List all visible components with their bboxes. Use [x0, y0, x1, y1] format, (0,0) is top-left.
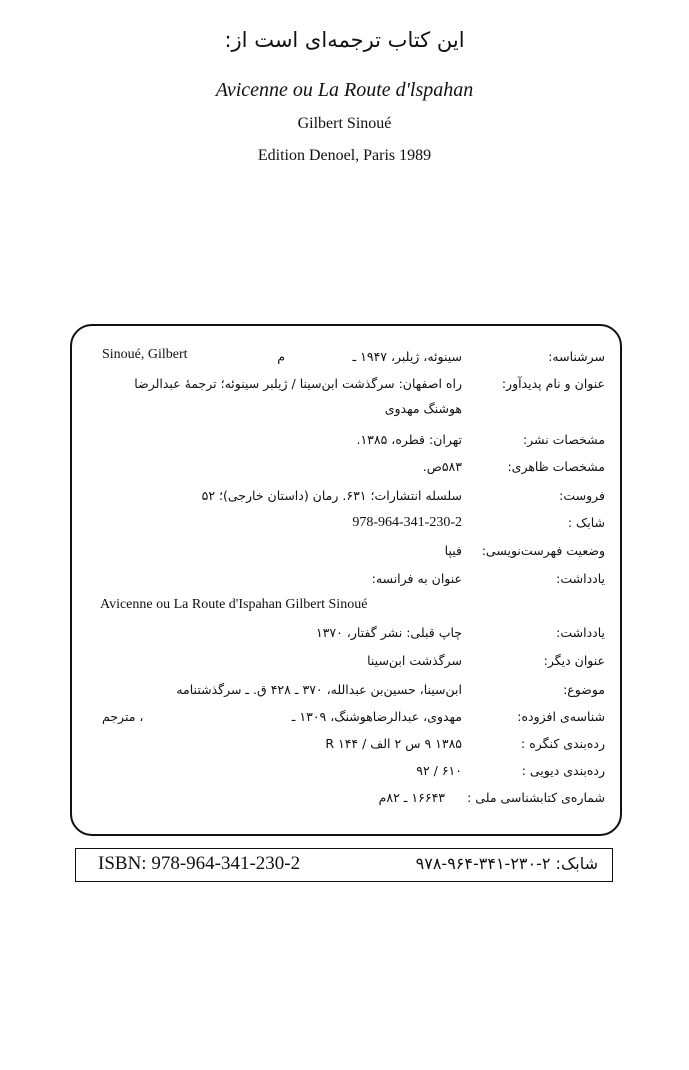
cip-row-french-title	[72, 597, 620, 621]
cip-value-latin: Avicenne ou La Route d'Ispahan Gilbert Sinoué	[100, 597, 368, 612]
cip-value: ۱۳۸۵ ۹ س ۲ الف / ۱۴۴ R	[325, 736, 462, 751]
cip-value: 978-964-341-230-2	[352, 515, 462, 530]
cip-row-national-bibliography-number	[72, 790, 620, 814]
original-edition: Edition Denoel, Paris 1989	[257, 147, 432, 164]
cip-row-main-entry	[72, 349, 620, 373]
cip-label: سرشناسه:	[548, 349, 605, 364]
cip-label: موضوع:	[563, 682, 605, 697]
cip-value: سرگذشت ابن‌سینا	[367, 653, 462, 668]
translation-note: این کتاب ترجمه‌ای است از:	[224, 28, 465, 52]
cip-value: چاپ قبلی: نشر گفتار، ۱۳۷۰	[315, 625, 462, 640]
cip-label: مشخصات نشر:	[522, 432, 605, 447]
cip-value-latin: Sinoué, Gilbert	[102, 347, 188, 362]
original-title: Avicenne ou La Route d'lspahan	[215, 79, 474, 101]
cip-value-suffix: ، مترجم	[102, 709, 144, 724]
cip-value: ۵۸۳ص.	[422, 459, 462, 474]
cip-row-note-french-title	[72, 571, 620, 595]
cip-row-note-previous-edition	[72, 625, 620, 649]
cip-row-isbn	[72, 515, 620, 539]
cip-row-other-title	[72, 653, 620, 677]
cip-value: ابن‌سینا، حسین‌بن عبدالله، ۳۷۰ ـ ۴۲۸ ق. ـ سرگذشتنامه	[176, 682, 462, 697]
cip-value: فیپا	[444, 543, 462, 558]
cip-row-physical-description	[72, 459, 620, 483]
cip-label: عنوان و نام پدیدآور:	[501, 376, 605, 391]
cip-row-added-entry	[72, 709, 620, 733]
cataloging-in-publication-box	[70, 324, 622, 836]
cip-row-dewey-classification	[72, 763, 620, 787]
cip-value: مهدوی، عبدالرضاهوشنگ، ۱۳۰۹ ـ	[291, 709, 462, 724]
cip-label: رده‌بندی کنگره :	[521, 736, 605, 751]
cip-row-subject	[72, 682, 620, 706]
cip-row-lc-classification	[72, 736, 620, 760]
cip-label: یادداشت:	[556, 571, 605, 586]
cip-label: عنوان دیگر:	[543, 653, 605, 668]
isbn-box	[75, 848, 613, 882]
cip-row-cataloging-status	[72, 543, 620, 567]
cip-value: سینوئه، ژیلبر، ۱۹۴۷ ـ	[352, 349, 462, 364]
cip-value: عنوان به فرانسه:	[371, 571, 462, 586]
cip-row-title-statement	[72, 376, 620, 400]
cip-row-publication	[72, 432, 620, 456]
cip-value: ۱۶۶۴۳ ـ ۸۲م	[378, 790, 445, 805]
isbn-latin: ISBN: 978-964-341-230-2	[98, 853, 301, 874]
original-author: Gilbert Sinoué	[297, 115, 392, 132]
cip-value: سلسله انتشارات؛ ۶۳۱. رمان (داستان خارجی)؛ ۵۲	[201, 488, 462, 503]
cip-value: ۶۱۰ / ۹۲	[416, 763, 462, 778]
cip-label: شابک :	[567, 515, 605, 530]
isbn-persian: شابک: ۲-۲۳۰-۳۴۱-۹۶۴-۹۷۸	[415, 854, 598, 873]
cip-label: وضعیت فهرست‌نویسی:	[481, 543, 605, 558]
cip-row-title-statement-cont	[72, 401, 620, 425]
cip-label: فروست:	[559, 488, 605, 503]
cip-value-suffix: م	[277, 349, 285, 364]
cip-label: رده‌بندی دیویی :	[521, 763, 605, 778]
cip-label: مشخصات ظاهری:	[507, 459, 605, 474]
cip-label: شناسه‌ی افزوده:	[517, 709, 605, 724]
cip-value: راه اصفهان: سرگذشت ابن‌سینا / ژیلبر سینوئه؛ ترجمهٔ عبدالرضا	[134, 376, 462, 391]
cip-value: تهران: قطره، ۱۳۸۵.	[356, 432, 462, 447]
cip-label: شماره‌ی کتابشناسی ملی :	[467, 790, 605, 805]
cip-row-series	[72, 488, 620, 512]
cip-label: یادداشت:	[556, 625, 605, 640]
cip-value-continued: هوشنگ مهدوی	[384, 401, 462, 416]
